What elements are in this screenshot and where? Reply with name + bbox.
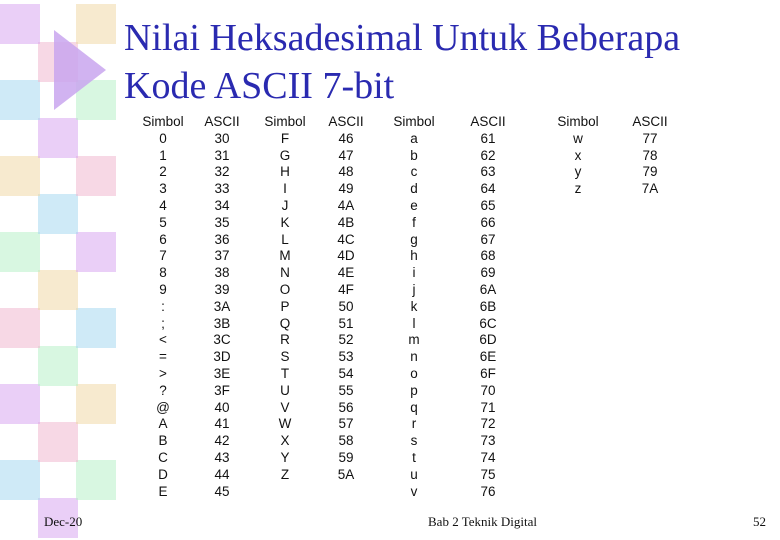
table-cell-ascii: 74: [480, 449, 496, 465]
table-cell-symbol: 5: [159, 214, 167, 230]
table-cell-ascii: 36: [214, 231, 230, 247]
table-cell-symbol: H: [280, 164, 290, 180]
table-cell-symbol: B: [158, 433, 168, 449]
table-cell-ascii: 56: [338, 399, 354, 415]
table-cell-ascii: 77: [642, 130, 658, 146]
table-cell-ascii: 52: [338, 332, 354, 348]
table-cell-ascii: 51: [338, 315, 354, 331]
table-cell-symbol: j: [412, 281, 416, 297]
table-cell-symbol: 2: [159, 164, 167, 180]
table-cell-ascii: 66: [480, 214, 496, 230]
table-cell-symbol: f: [412, 214, 416, 230]
table-cell-symbol: a: [410, 130, 418, 146]
table-cell-ascii: 54: [338, 365, 354, 381]
table-cell-symbol: ?: [159, 382, 167, 398]
table-cell-symbol: U: [280, 382, 290, 398]
table-cell-symbol: F: [280, 130, 290, 146]
table-cell-symbol: m: [408, 332, 420, 348]
table-cell-symbol: q: [410, 399, 418, 415]
table-2-ascii-column: [316, 114, 376, 484]
table-cell-ascii: 41: [214, 416, 230, 432]
table-cell-ascii: 44: [214, 466, 230, 482]
column-header-symbol: Simbol: [557, 114, 599, 129]
table-cell-symbol: h: [410, 248, 418, 264]
table-2-symbol-column: [255, 114, 315, 484]
table-cell-ascii: 40: [214, 399, 230, 415]
table-cell-ascii: 32: [214, 164, 230, 180]
table-cell-ascii: 7A: [641, 181, 659, 197]
table-cell-ascii: 71: [480, 399, 496, 415]
table-cell-ascii: 6F: [480, 365, 496, 381]
table-1-ascii-column: [192, 114, 252, 500]
table-cell-symbol: A: [158, 416, 168, 432]
table-cell-ascii: 72: [480, 416, 496, 432]
table-cell-ascii: 6D: [479, 332, 497, 348]
table-cell-ascii: 38: [214, 265, 230, 281]
table-cell-symbol: J: [281, 197, 289, 213]
table-cell-symbol: t: [412, 449, 416, 465]
table-cell-symbol: d: [410, 181, 418, 197]
table-cell-ascii: 48: [338, 164, 354, 180]
table-cell-ascii: 34: [214, 197, 230, 213]
table-cell-symbol: s: [410, 433, 418, 449]
table-cell-ascii: 4A: [337, 197, 355, 213]
table-cell-ascii: 3F: [214, 382, 230, 398]
title-line-1: Nilai Heksadesimal Untuk Beberapa: [124, 17, 681, 59]
table-cell-symbol: O: [279, 281, 291, 297]
footer-chapter: Bab 2 Teknik Digital: [428, 514, 537, 529]
table-cell-ascii: 6E: [479, 349, 497, 365]
table-cell-symbol: 8: [159, 265, 167, 281]
table-cell-symbol: i: [412, 265, 416, 281]
column-header-symbol: Simbol: [142, 114, 184, 129]
table-cell-ascii: 4D: [337, 248, 355, 264]
table-cell-ascii: 67: [480, 231, 496, 247]
table-cell-ascii: 65: [480, 197, 496, 213]
table-cell-symbol: N: [280, 265, 290, 281]
table-cell-ascii: 73: [480, 433, 496, 449]
table-cell-ascii: 57: [338, 416, 354, 432]
table-cell-symbol: z: [574, 181, 582, 197]
table-cell-ascii: 55: [338, 382, 354, 398]
table-cell-ascii: 70: [480, 382, 496, 398]
table-cell-ascii: 78: [642, 147, 658, 163]
table-cell-symbol: >: [159, 365, 167, 381]
table-3-symbol-column: [384, 114, 444, 500]
ascii-tables: [0, 114, 780, 504]
table-cell-symbol: ;: [161, 315, 165, 331]
table-cell-symbol: Z: [280, 466, 290, 482]
table-cell-ascii: 3C: [213, 332, 231, 348]
table-cell-ascii: 5A: [337, 466, 355, 482]
table-cell-symbol: o: [410, 365, 418, 381]
table-cell-symbol: <: [159, 332, 167, 348]
table-cell-ascii: 61: [480, 130, 496, 146]
table-1-symbol-column: [133, 114, 193, 500]
table-cell-symbol: I: [283, 181, 287, 197]
table-cell-ascii: 33: [214, 181, 230, 197]
table-cell-symbol: Q: [279, 315, 291, 331]
table-cell-symbol: W: [278, 416, 292, 432]
column-header-ascii: ASCII: [470, 114, 506, 129]
table-cell-ascii: 3E: [213, 365, 231, 381]
table-cell-ascii: 46: [338, 130, 354, 146]
table-cell-ascii: 35: [214, 214, 230, 230]
table-cell-ascii: 37: [214, 248, 230, 264]
table-cell-ascii: 76: [480, 483, 496, 499]
title-line-2: Kode ASCII 7-bit: [124, 65, 395, 107]
table-cell-symbol: r: [411, 416, 417, 432]
table-cell-symbol: :: [161, 298, 165, 314]
table-cell-symbol: K: [280, 214, 290, 230]
table-cell-symbol: b: [410, 147, 418, 163]
table-cell-symbol: 0: [159, 130, 167, 146]
table-cell-symbol: =: [159, 349, 167, 365]
table-cell-symbol: M: [279, 248, 291, 264]
table-cell-symbol: G: [279, 147, 291, 163]
table-cell-ascii: 58: [338, 433, 354, 449]
table-cell-ascii: 30: [214, 130, 230, 146]
table-cell-symbol: p: [410, 382, 418, 398]
table-cell-ascii: 68: [480, 248, 496, 264]
table-cell-symbol: E: [158, 483, 168, 499]
table-cell-ascii: 6B: [479, 298, 497, 314]
table-4-ascii-column: [620, 114, 680, 198]
table-cell-symbol: T: [280, 365, 290, 381]
table-cell-ascii: 39: [214, 281, 230, 297]
table-cell-symbol: v: [410, 483, 418, 499]
table-cell-ascii: 43: [214, 449, 230, 465]
table-cell-symbol: S: [280, 349, 290, 365]
column-header-symbol: Simbol: [393, 114, 435, 129]
table-cell-ascii: 50: [338, 298, 354, 314]
column-header-ascii: ASCII: [328, 114, 364, 129]
table-cell-symbol: @: [156, 399, 170, 415]
table-cell-ascii: 47: [338, 147, 354, 163]
slide-title: [124, 14, 764, 110]
table-cell-ascii: 59: [338, 449, 354, 465]
column-header-ascii: ASCII: [632, 114, 668, 129]
table-3-ascii-column: [458, 114, 518, 500]
table-cell-symbol: w: [573, 130, 583, 146]
table-cell-ascii: 64: [480, 181, 496, 197]
table-cell-ascii: 42: [214, 433, 230, 449]
table-cell-symbol: x: [574, 147, 582, 163]
table-cell-symbol: R: [280, 332, 290, 348]
footer-date: Dec-20: [44, 514, 83, 529]
table-cell-symbol: u: [410, 466, 418, 482]
table-cell-symbol: 9: [159, 281, 167, 297]
table-cell-symbol: D: [158, 466, 168, 482]
table-cell-ascii: 63: [480, 164, 496, 180]
table-cell-symbol: g: [410, 231, 418, 247]
table-cell-ascii: 45: [214, 483, 230, 499]
table-cell-ascii: 49: [338, 181, 354, 197]
table-cell-symbol: 4: [159, 197, 167, 213]
table-cell-symbol: 3: [159, 181, 167, 197]
table-cell-symbol: V: [280, 399, 290, 415]
table-cell-ascii: 4E: [337, 265, 355, 281]
table-cell-symbol: 6: [159, 231, 167, 247]
table-cell-symbol: 7: [159, 248, 167, 264]
table-cell-symbol: L: [281, 231, 289, 247]
page-number: 52: [753, 514, 766, 529]
table-cell-ascii: 69: [480, 265, 496, 281]
table-cell-ascii: 3B: [213, 315, 231, 331]
table-cell-ascii: 3A: [213, 298, 231, 314]
table-cell-ascii: 4B: [337, 214, 355, 230]
table-cell-symbol: X: [280, 433, 290, 449]
table-cell-symbol: Y: [280, 449, 290, 465]
table-cell-ascii: 6A: [479, 281, 497, 297]
table-cell-symbol: P: [280, 298, 290, 314]
table-cell-ascii: 75: [480, 466, 496, 482]
table-cell-ascii: 31: [214, 147, 230, 163]
table-cell-symbol: e: [410, 197, 418, 213]
table-cell-symbol: y: [574, 164, 582, 180]
table-cell-ascii: 79: [642, 164, 658, 180]
table-cell-ascii: 62: [480, 147, 496, 163]
table-cell-ascii: 4F: [338, 281, 354, 297]
column-header-ascii: ASCII: [204, 114, 240, 129]
table-cell-symbol: l: [412, 315, 416, 331]
table-4-symbol-column: [548, 114, 608, 198]
table-cell-symbol: c: [410, 164, 418, 180]
decorative-tile: [0, 4, 40, 44]
table-cell-symbol: C: [158, 449, 168, 465]
table-cell-ascii: 4C: [337, 231, 355, 247]
table-cell-ascii: 6C: [479, 315, 497, 331]
table-cell-ascii: 53: [338, 349, 354, 365]
table-cell-symbol: 1: [159, 147, 167, 163]
table-cell-symbol: k: [410, 298, 418, 314]
triangle-arrow-icon: [54, 30, 106, 110]
column-header-symbol: Simbol: [264, 114, 306, 129]
table-cell-ascii: 3D: [213, 349, 231, 365]
table-cell-symbol: n: [410, 349, 418, 365]
